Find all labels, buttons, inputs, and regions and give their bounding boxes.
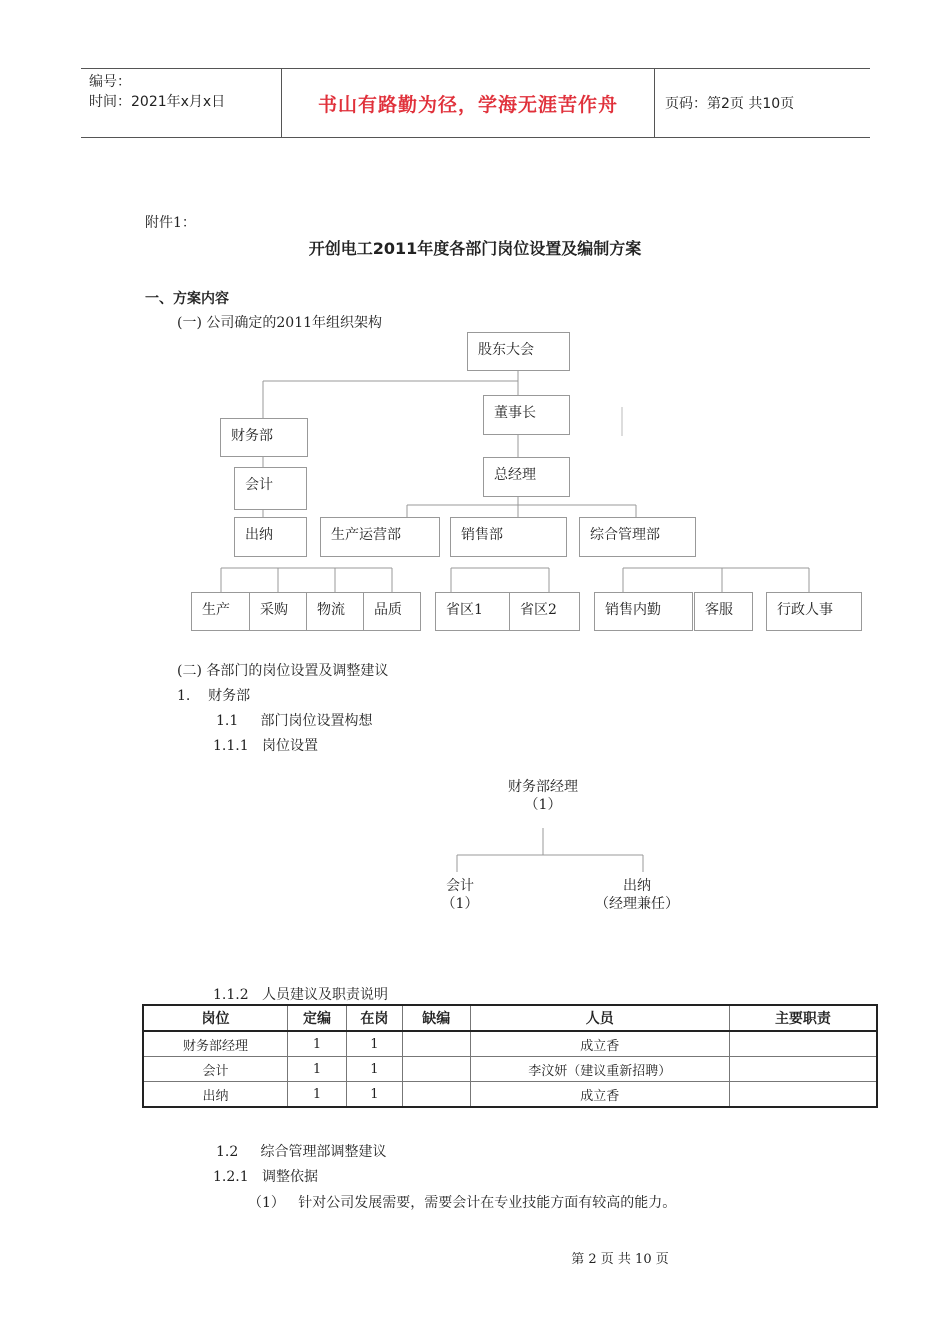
org-box-gm: 总经理 xyxy=(483,457,570,497)
org-box-leaf-production: 生产 xyxy=(191,592,250,631)
org-box-leaf-logistics: 物流 xyxy=(306,592,364,631)
table-cell xyxy=(402,1057,470,1082)
table-cell xyxy=(729,1057,877,1082)
col-header-staff: 人员 xyxy=(470,1005,729,1031)
org-box-finance: 财务部 xyxy=(220,418,308,457)
section-heading-1: 一、方案内容 xyxy=(145,291,229,307)
item-1-2-1: 1.2.1 调整依据 xyxy=(213,1169,318,1185)
table-cell: 1 xyxy=(346,1057,402,1082)
fin-manager-count: （1） xyxy=(524,797,562,813)
item-1-1: 1.1 部门岗位设置构想 xyxy=(216,713,373,729)
col-header-vacancy: 缺编 xyxy=(402,1005,470,1031)
page-code: 页码：第2页 共10页 xyxy=(665,96,795,112)
col-header-position: 岗位 xyxy=(143,1005,288,1031)
table-cell: 会计 xyxy=(143,1057,288,1082)
table-cell: 1 xyxy=(346,1082,402,1108)
table-row xyxy=(143,1031,877,1057)
table-cell: 1 xyxy=(288,1082,347,1108)
org-box-cashier: 出纳 xyxy=(234,517,307,557)
org-box-leaf-customer-service: 客服 xyxy=(694,592,753,631)
table-cell xyxy=(402,1082,470,1108)
fin-cashier-note: （经理兼任） xyxy=(595,896,679,912)
table-cell: 出纳 xyxy=(143,1082,288,1108)
table-cell xyxy=(729,1031,877,1057)
time-label: 时间：2021年x月x日 xyxy=(89,94,226,110)
table-cell xyxy=(402,1031,470,1057)
item-finance: 1. 财务部 xyxy=(177,688,251,704)
org-box-leaf-province2: 省区2 xyxy=(509,592,580,631)
subsection-positions: (二) 各部门的岗位设置及调整建议 xyxy=(177,663,389,679)
table-cell: 1 xyxy=(288,1031,347,1057)
table-row xyxy=(143,1057,877,1082)
table-cell: 成立香 xyxy=(470,1082,729,1108)
org-box-chairman: 董事长 xyxy=(483,395,570,435)
page-footer: 第 2 页 共 10 页 xyxy=(571,1252,669,1267)
org-box-leaf-quality: 品质 xyxy=(363,592,421,631)
org-box-accountant: 会计 xyxy=(234,467,307,510)
table-cell: 财务部经理 xyxy=(143,1031,288,1057)
table-row xyxy=(143,1082,877,1108)
org-box-leaf-purchasing: 采购 xyxy=(249,592,307,631)
fin-cashier-label: 出纳 xyxy=(623,878,651,894)
col-header-quota: 定编 xyxy=(288,1005,347,1031)
number-label: 编号： xyxy=(89,74,131,90)
document-title: 开创电工2011年度各部门岗位设置及编制方案 xyxy=(308,239,642,258)
item-1-2: 1.2 综合管理部调整建议 xyxy=(216,1144,387,1160)
org-box-leaf-province1: 省区1 xyxy=(435,592,510,631)
positions-table xyxy=(142,1004,878,1108)
attachment-label: 附件1： xyxy=(145,215,196,231)
org-box-leaf-sales-support: 销售内勤 xyxy=(594,592,693,631)
org-box-sales: 销售部 xyxy=(450,517,567,557)
table-header-row xyxy=(143,1005,877,1031)
col-header-onduty: 在岗 xyxy=(346,1005,402,1031)
motto: 书山有路勤为径，学海无涯苦作舟 xyxy=(317,93,618,116)
col-header-duties: 主要职责 xyxy=(729,1005,877,1031)
org-box-shareholders: 股东大会 xyxy=(467,332,570,371)
table-cell: 成立香 xyxy=(470,1031,729,1057)
item-1-1-2: 1.1.2 人员建议及职责说明 xyxy=(213,987,388,1003)
subsection-org: (一) 公司确定的2011年组织架构 xyxy=(177,315,383,331)
table-cell xyxy=(729,1082,877,1108)
fin-accountant-count: （1） xyxy=(441,896,479,912)
org-box-leaf-admin-hr: 行政人事 xyxy=(766,592,862,631)
fin-manager-label: 财务部经理 xyxy=(508,779,578,795)
org-box-admin: 综合管理部 xyxy=(579,517,696,557)
table-cell: 1 xyxy=(288,1057,347,1082)
fin-accountant-label: 会计 xyxy=(446,878,474,894)
org-box-production-ops: 生产运营部 xyxy=(320,517,440,557)
table-cell: 1 xyxy=(346,1031,402,1057)
item-1-1-1: 1.1.1 岗位设置 xyxy=(213,738,318,754)
table-cell: 李汶妍（建议重新招聘） xyxy=(470,1057,729,1082)
paragraph-basis-1: （1） 针对公司发展需要，需要会计在专业技能方面有较高的能力。 xyxy=(248,1195,677,1211)
